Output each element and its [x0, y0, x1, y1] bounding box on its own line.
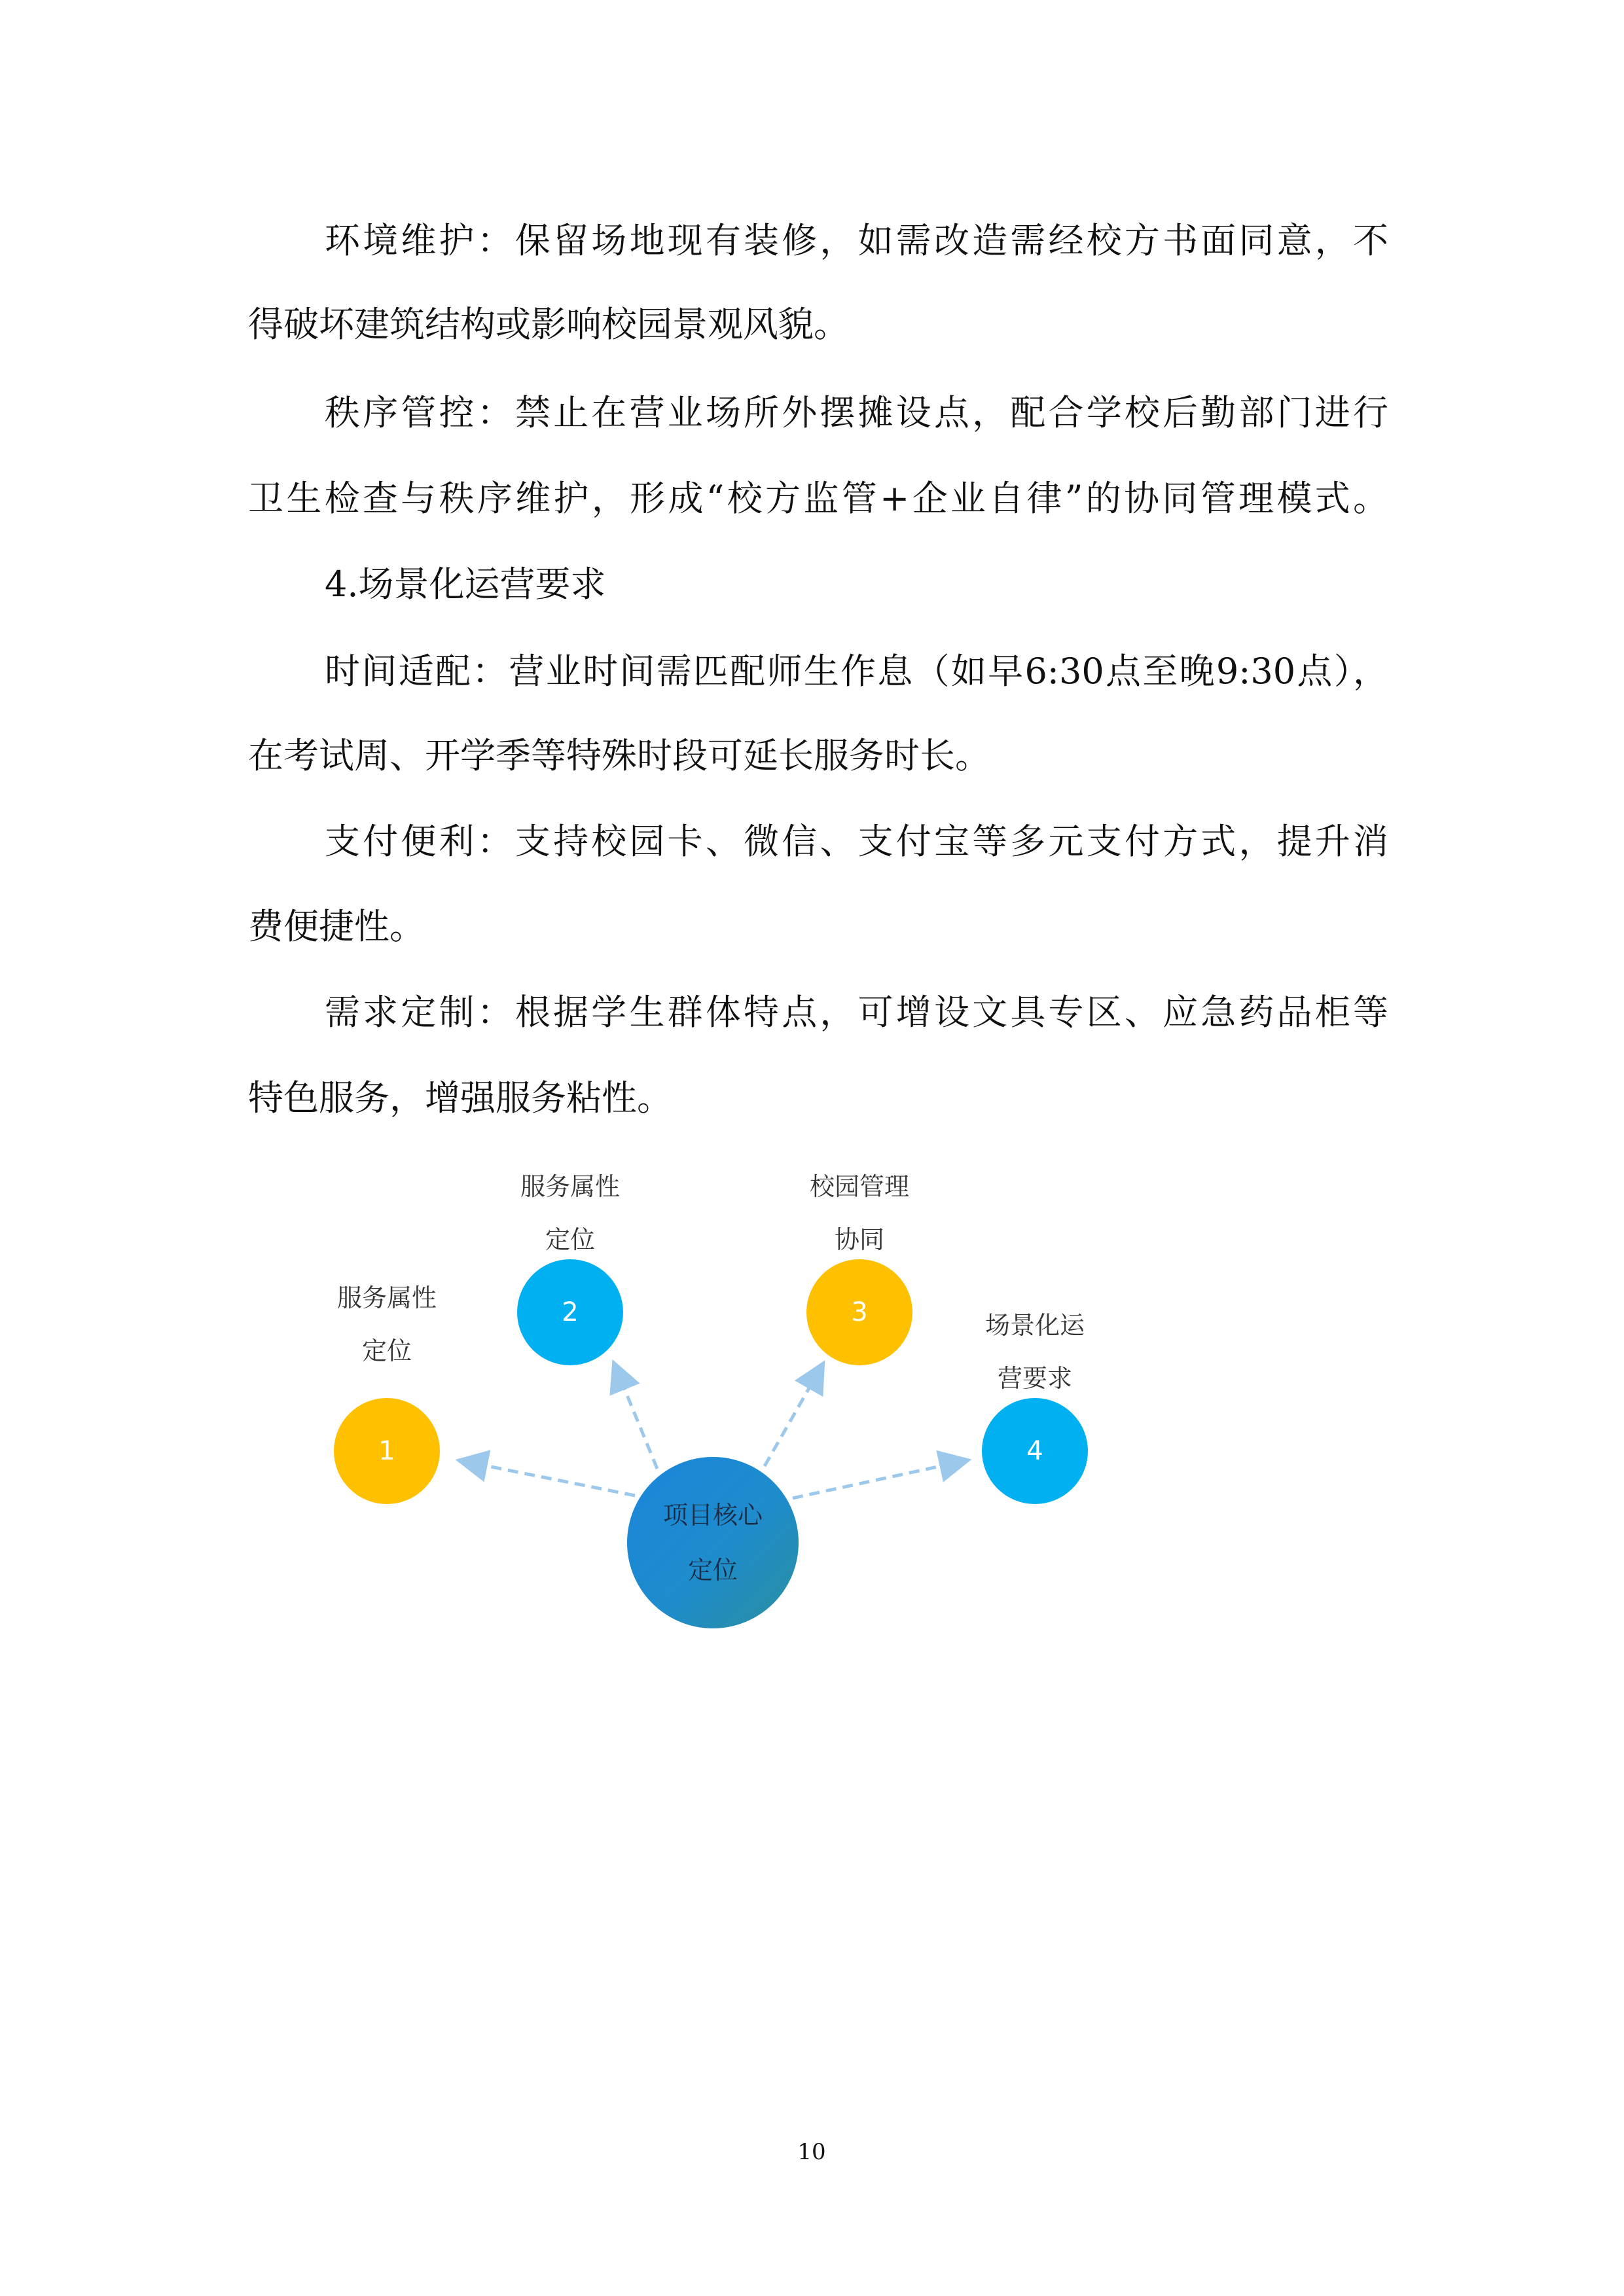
paragraph-line: 在考试周、开学季等特殊时段可延长服务时长。 [248, 735, 990, 776]
paragraph-line: 特色服务，增强服务粘性。 [248, 1077, 672, 1119]
arrow-to-node-3 [765, 1374, 817, 1466]
node-1-circle: 1 [334, 1398, 440, 1504]
page-number: 10 [797, 2139, 826, 2165]
paragraph-line: 得破坏建筑结构或影响校园景观风貌。 [248, 304, 849, 345]
paragraph-line: 时间适配：营业时间需匹配师生作息（如早6:30点至晚9:30点）， [325, 651, 1388, 692]
paragraph-line: 环境维护：保留场地现有装修，如需改造需经校方书面同意，不 [325, 220, 1388, 261]
paragraph-line: 卫生检查与秩序维护，形成“校方监管+企业自律”的协同管理模式。 [248, 478, 1388, 519]
node-4-circle: 4 [982, 1398, 1088, 1504]
arrow-to-node-2 [619, 1374, 657, 1469]
arrow-to-node-4 [793, 1463, 956, 1498]
center-label-line2: 定位 [687, 1556, 738, 1585]
node-4-label: 场景化运 营要求 [984, 1311, 1085, 1393]
node-3-label: 校园管理 协同 [809, 1172, 909, 1254]
paragraph-line: 秩序管控：禁止在营业场所外摆摊设点，配合学校后勤部门进行 [325, 392, 1388, 433]
paragraph-line: 需求定制：根据学生群体特点，可增设文具专区、应急药品柜等 [325, 992, 1388, 1033]
node-2-label: 服务属性 定位 [520, 1172, 620, 1254]
node-1-label: 服务属性 定位 [336, 1283, 437, 1365]
node-2-circle: 2 [517, 1259, 623, 1365]
section-heading: 4.场景化运营要求 [325, 564, 606, 605]
paragraph-line: 费便捷性。 [248, 906, 425, 947]
arrow-to-node-1 [471, 1463, 635, 1496]
center-circle [627, 1457, 799, 1628]
paragraph-line: 支付便利：支持校园卡、微信、支付宝等多元支付方式，提升消 [325, 821, 1388, 862]
node-3-circle: 3 [806, 1259, 912, 1365]
center-label-line1: 项目核心 [662, 1501, 763, 1530]
